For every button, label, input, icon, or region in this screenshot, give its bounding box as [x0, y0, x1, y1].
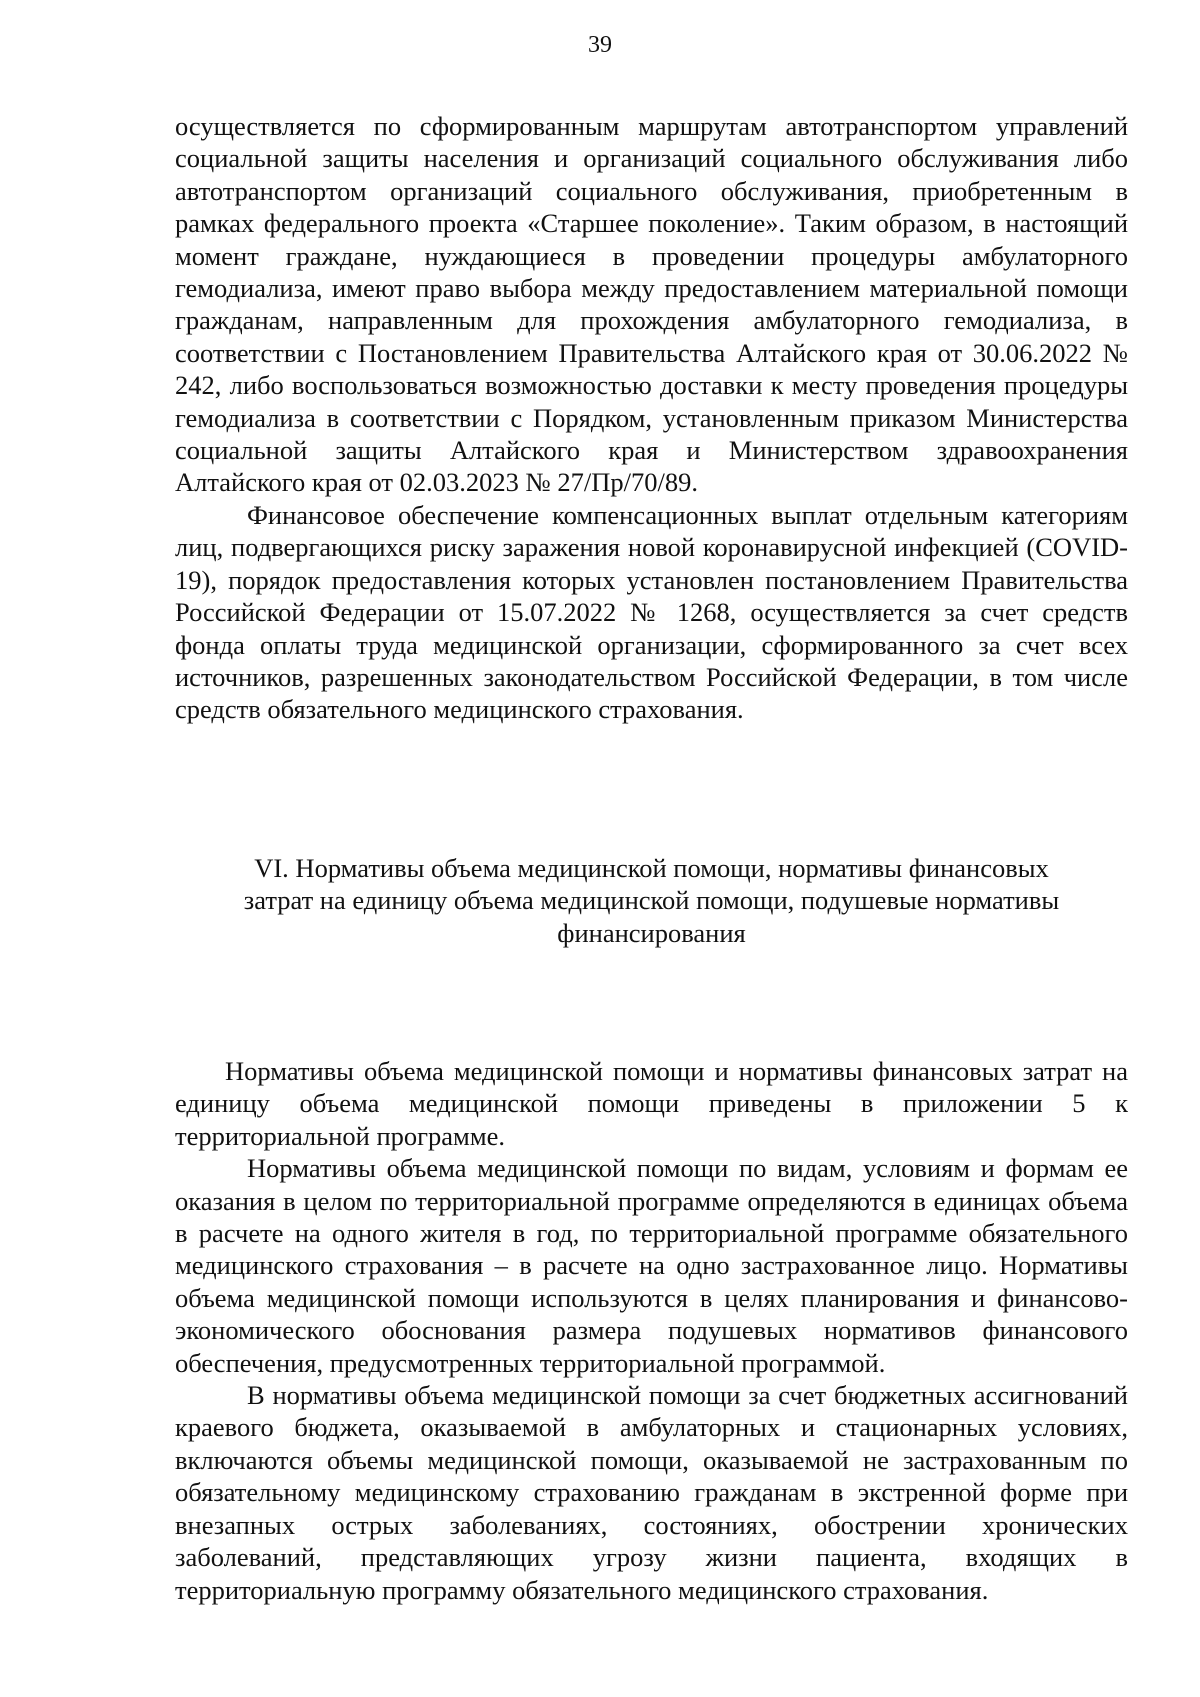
section-heading-line-1: VI. Нормативы объема медицинской помощи, нормативы финансовых [254, 853, 1049, 883]
text-block-bottom [175, 1055, 1128, 1606]
paragraph-norms-units: Нормативы объема медицинской помощи по видам, условиям и формам ее оказания в целом по территориальной программе определяются в единицах объема в расчете на одного жителя в год, по территориальной программе обязательного медицинского страхования – в расчете на одно застрахованное лицо. Нормативы объема медицинской помощи используются в целях планирования и финансово-экономического обоснования размера подушевых нормативов финансового обеспечения, предусмотренных территориальной программой. [175, 1153, 1128, 1378]
section-heading-line-2: затрат на единицу объема медицинской помощи, подушевые нормативы [243, 885, 1060, 916]
paragraph-norms-appendix: Нормативы объема медицинской помощи и нормативы финансовых затрат на единицу объема медицинской помощи приведены в приложении 5 к территориальной программе. [175, 1056, 1128, 1151]
page-number: 39 [588, 32, 612, 58]
paragraph-norms-budget: В нормативы объема медицинской помощи за счет бюджетных ассигнований краевого бюджета, оказываемой в амбулаторных и стационарных условиях, включаются объемы медицинской помощи, оказываемой не застрахованным по обязательному медицинскому страхованию гражданам в экстренной форме при внезапных острых заболеваниях, состояниях, обострении хронических заболеваний, представляющих угрозу жизни пациента, входящих в территориальную программу обязательного медицинского страхования. [175, 1380, 1128, 1605]
text-block-top [175, 110, 1128, 726]
paragraph-compensation: Финансовое обеспечение компенсационных выплат отдельным категориям лиц, подвергающихся риску заражения новой коронавирусной инфекцией (COVID-19), порядок предоставления которых установлен постановлением Правительства Российской Федерации от 15.07.2022 № 1268, осуществляется за счет средств фонда оплаты труда медицинской организации, сформированного за счет всех источников, разрешенных законодательством Российской Федерации, в том числе средств обязательного медицинского страхования. [175, 499, 1128, 725]
section-heading [175, 852, 1128, 949]
section-heading-line-3: финансирования [557, 917, 746, 948]
paragraph-continuation: осуществляется по сформированным маршрутам автотранспортом управлений социальной защиты населения и организаций социального обслуживания либо автотранспортом организаций социального обслуживания, приобретенным в рамках федерального проекта «Старшее поколение». Таким образом, в настоящий момент граждане, нуждающиеся в проведении процедуры амбулаторного гемодиализа, имеют право выбора между предоставлением материальной помощи гражданам, направленным для прохождения амбулаторного гемодиализа, в соответствии с Постановлением Правительства Алтайского края от 30.06.2022 № 242, либо воспользоваться возможностью доставки к месту проведения процедуры гемодиализа в соответствии с Порядком, установленным приказом Министерства социальной защиты Алтайского края и Министерством здравоохранения Алтайского края от 02.03.2023 № 27/Пр/70/89. [175, 111, 1128, 498]
